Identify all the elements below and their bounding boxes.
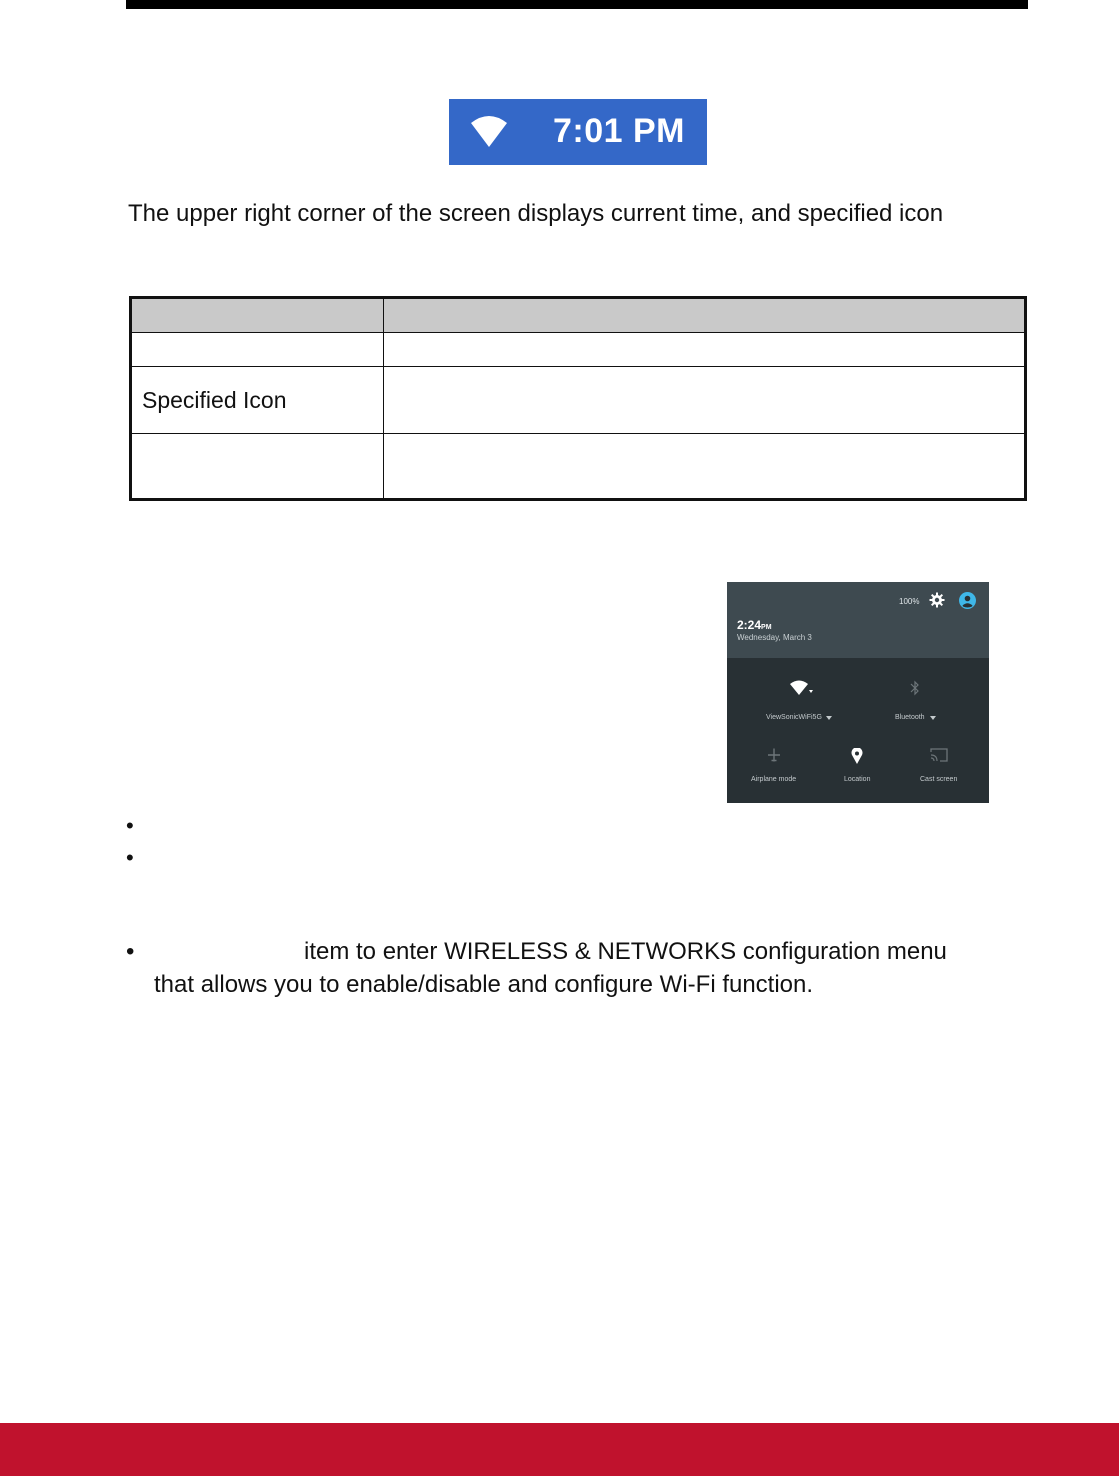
table-cell: [384, 434, 1026, 500]
wifi-item-text-continued: that allows you to enable/disable and configure Wi-Fi function.: [154, 971, 814, 998]
wifi-icon[interactable]: [789, 680, 813, 696]
panel-ampm: PM: [761, 624, 772, 631]
panel-time: 2:24: [737, 618, 762, 632]
table-row: [131, 434, 1026, 500]
bullet-marker: •: [126, 938, 135, 965]
table-cell: [384, 367, 1026, 434]
wifi-item-text: item to enter WIRELESS & NETWORKS configuration menu: [304, 938, 947, 965]
chevron-down-icon[interactable]: [930, 716, 936, 720]
quick-settings-panel: [727, 582, 989, 803]
bluetooth-icon[interactable]: [910, 680, 920, 696]
tile-label-location[interactable]: Location: [844, 776, 871, 783]
airplane-icon[interactable]: [767, 748, 781, 762]
table-row: [131, 333, 1026, 367]
tile-label-cast[interactable]: Cast screen: [920, 776, 958, 783]
tile-label-bluetooth[interactable]: Bluetooth: [895, 714, 925, 721]
wifi-icon: [469, 115, 509, 149]
chevron-down-icon[interactable]: [826, 716, 832, 720]
wifi-item-line: [126, 938, 947, 966]
table-row: [131, 367, 1026, 434]
table-cell: [131, 333, 384, 367]
panel-date: Wednesday, March 3: [737, 633, 812, 642]
table-header-cell: [384, 298, 1026, 333]
cast-icon[interactable]: [930, 748, 948, 762]
status-bar-example: [449, 99, 707, 165]
gear-icon[interactable]: [929, 592, 945, 608]
battery-level: 100%: [899, 597, 920, 606]
tile-label-airplane[interactable]: Airplane mode: [751, 776, 797, 783]
intro-paragraph: The upper right corner of the screen displays current time, and specified icon: [128, 200, 944, 227]
top-rule: [126, 0, 1028, 9]
bullet-marker: •: [126, 845, 134, 870]
footer-band: [0, 1423, 1119, 1476]
table-header-row: [131, 298, 1026, 333]
location-icon[interactable]: [851, 748, 863, 764]
user-avatar-icon[interactable]: [959, 592, 976, 609]
table-header-cell: [131, 298, 384, 333]
table-cell: [384, 333, 1026, 367]
bullet-marker: •: [126, 813, 134, 838]
table-cell: [131, 434, 384, 500]
tile-label-wifi[interactable]: ViewSonicWiFi5G: [766, 714, 822, 721]
status-icon-table: [129, 296, 1027, 501]
panel-clock: [737, 618, 772, 632]
table-cell-specified-icon: Specified Icon: [131, 367, 384, 434]
status-time: 7:01 PM: [553, 112, 685, 150]
